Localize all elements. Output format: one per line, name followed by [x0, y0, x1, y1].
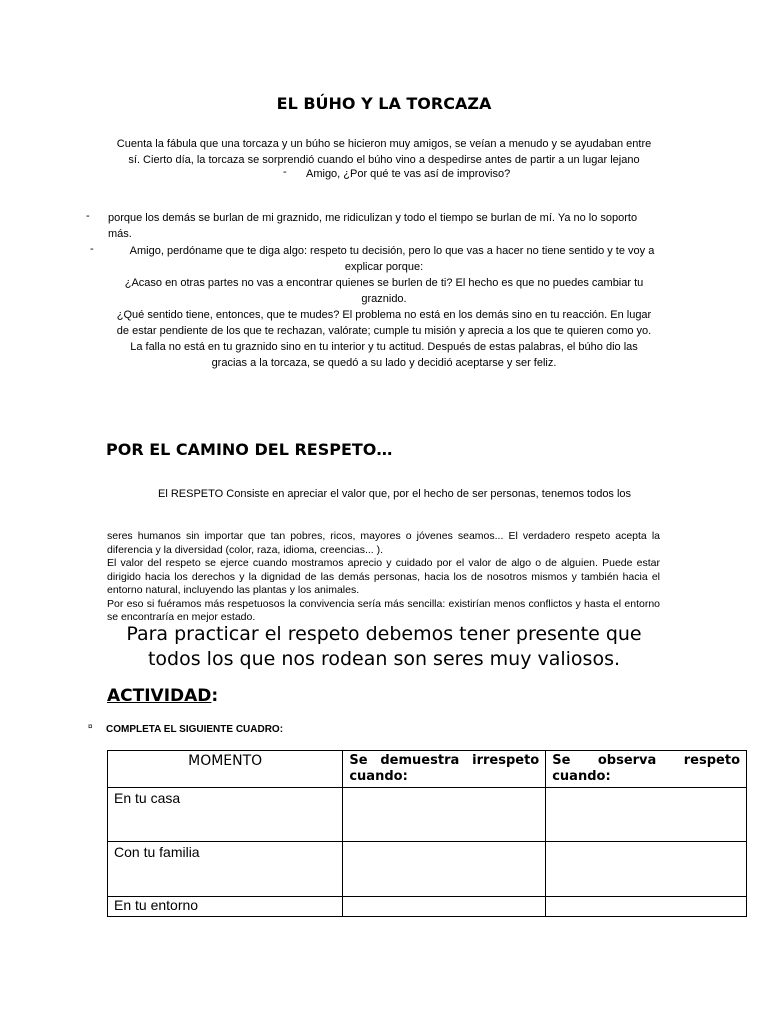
story-question: Amigo, ¿Por qué te vas así de improviso? — [306, 168, 511, 180]
dash-marker: - — [90, 243, 94, 255]
dash-marker: - — [283, 166, 287, 178]
story-line: La falla no está en tu graznido sino en tu interior y tu actitud. Después de estas palabras, el búho dio las — [130, 341, 638, 353]
story-line: explicar porque: — [344, 261, 424, 273]
answer-cell[interactable] — [343, 788, 546, 842]
story-line: porque los demás se burlan de mi graznido, me ridiculizan y todo el tiempo se burlan de mí. Ya no lo soporto — [108, 212, 638, 224]
respeto-lead: El RESPETO Consiste en apreciar el valor que, por el hecho de ser personas, tenemos todos los — [158, 488, 632, 500]
answer-cell[interactable] — [546, 842, 747, 897]
header-word: cuando: — [349, 769, 408, 784]
header-word: demuestra — [380, 753, 460, 768]
header-word: respeto — [683, 753, 740, 768]
header-word: Se — [349, 753, 368, 768]
story-line: más. — [108, 228, 132, 240]
story-line: gracias a la torcaza, se quedó a su lado y decidió aceptarse y ser feliz. — [211, 357, 557, 369]
paragraph: El valor del respeto se ejerce cuando mostramos aprecio y cuidado por el valor de algo o de alguien. Puede estar dirigido hacia los derechos y la dignidad de las demás personas, hacia los de nosotros mismos y también hacia el entorno natural, incluyendo las plantas y los animales. — [107, 557, 660, 596]
bullet-icon: ¤ — [88, 722, 93, 731]
activity-colon: : — [211, 686, 219, 706]
activity-title: ACTIVIDAD — [107, 686, 212, 706]
highlight-statement — [100, 622, 668, 672]
table-header-row — [108, 751, 747, 788]
story-line: Cuenta la fábula que una torcaza y un búho se hicieron muy amigos, se veían a menudo y se ayudaban entre — [116, 138, 652, 150]
header-word: observa — [597, 753, 657, 768]
row-label: En tu casa — [108, 788, 343, 842]
story-line: graznido. — [361, 293, 407, 305]
header-word: cuando: — [552, 769, 611, 784]
activity-instruction: COMPLETA EL SIGUIENTE CUADRO: — [106, 724, 284, 735]
story-reply — [100, 243, 668, 371]
header-momento: MOMENTO — [108, 751, 343, 788]
section-heading: POR EL CAMINO DEL RESPETO… — [106, 440, 393, 459]
answer-cell[interactable] — [546, 897, 747, 917]
statement-line: todos los que nos rodean son seres muy valiosos. — [147, 648, 621, 670]
paragraph: Por eso si fuéramos más respetuosos la convivencia sería más sencilla: existirían menos conflictos y hasta el entorno se encontraría en mejor estado. — [107, 597, 660, 623]
table-row — [108, 842, 747, 897]
story-line: sí. Cierto día, la torcaza se sorprendió cuando el búho vino a despedirse antes de partir a un lugar lejano — [128, 154, 640, 166]
story-answer — [108, 210, 668, 242]
story-line: ¿Qué sentido tiene, entonces, que te mudes? El problema no está en los demás sino en tu reacción. En lugar — [116, 309, 652, 321]
dash-marker: - — [86, 210, 90, 222]
respeto-body — [107, 530, 660, 625]
answer-cell[interactable] — [546, 788, 747, 842]
row-label: Con tu familia — [108, 842, 343, 897]
activity-table — [107, 750, 747, 917]
table-row — [108, 897, 747, 917]
statement-line: Para practicar el respeto debemos tener presente que — [126, 623, 642, 645]
activity-heading — [107, 686, 218, 706]
header-respeto — [546, 751, 747, 788]
answer-cell[interactable] — [343, 842, 546, 897]
story-line: Amigo, perdóname que te diga algo: respeto tu decisión, pero lo que vas a hacer no tiene sentido y te voy a — [129, 245, 655, 257]
page-title: EL BÚHO Y LA TORCAZA — [276, 94, 492, 113]
table-row — [108, 788, 747, 842]
story-line: ¿Acaso en otras partes no vas a encontrar quienes se burlen de ti? El hecho es que no puedes cambiar tu — [124, 277, 644, 289]
header-word: irrespeto — [472, 753, 540, 768]
story-intro — [90, 136, 678, 168]
paragraph: seres humanos sin importar que tan pobres, ricos, mayores o jóvenes seamos... El verdadero respeto acepta la diferencia y la diversidad (color, raza, idioma, creencias... ). — [107, 530, 660, 556]
header-irrespeto — [343, 751, 546, 788]
answer-cell[interactable] — [343, 897, 546, 917]
header-word: Se — [552, 753, 571, 768]
row-label: En tu entorno — [108, 897, 343, 917]
story-line: de estar pendiente de los que te rechazan, valórate; cumple tu misión y aprecia a los que te quieren como yo. — [116, 325, 652, 337]
